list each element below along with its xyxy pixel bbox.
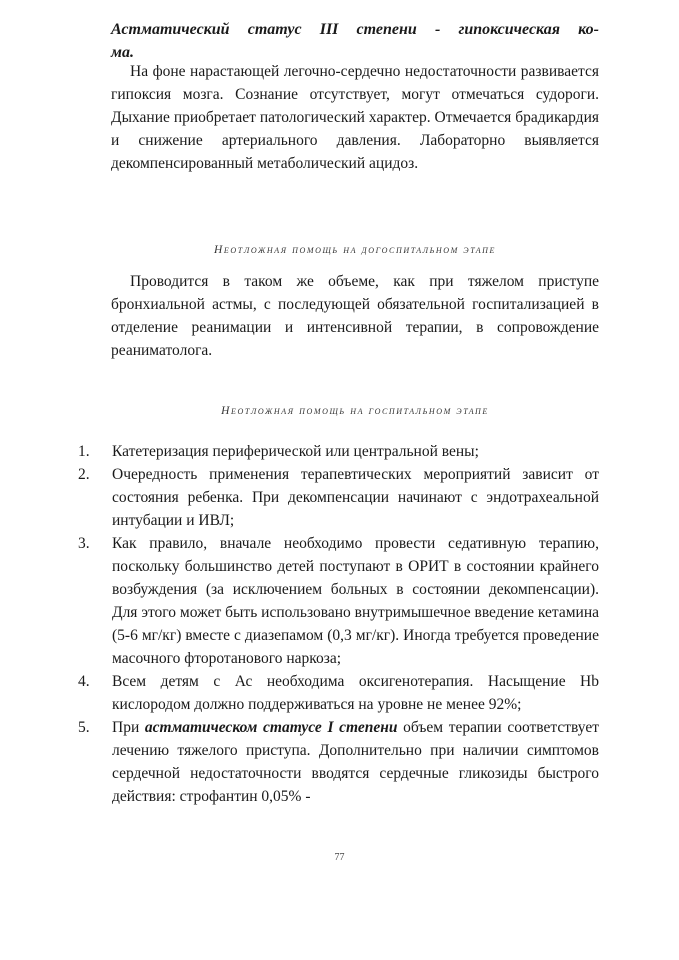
list-item-text: Очередность применения терапевтических мероприятий зависит от состояния ребенка. При декомпенсации начинают с эндотрахеальной интубации и ИВЛ; (112, 466, 599, 529)
section-title-line-2: ма. (111, 44, 134, 61)
intro-paragraph-block (111, 60, 599, 175)
hospital-heading: Неотложная помощь на госпитальном этапе (221, 405, 489, 417)
list-item-number: 5. (78, 719, 90, 736)
list-item (78, 716, 599, 808)
prehospital-paragraph-block (111, 270, 599, 362)
list-item-number: 3. (78, 535, 90, 552)
emphasized-term: астматическом статусе I степени (144, 719, 398, 736)
list-item (78, 532, 599, 670)
list-item-text-end: объем терапии соответствует лечению тяжелого приступа. Дополнительно при наличии симптомов сердечной недостаточности вводятся сердечные гликозиды быстрого действия: строфантин 0,05% - (112, 719, 599, 805)
list-item-number: 1. (78, 443, 90, 460)
hospital-steps-list (78, 440, 599, 808)
list-item (78, 463, 599, 532)
prehospital-paragraph: Проводится в таком же объеме, как при тяжелом приступе бронхиальной астмы, с последующей обязательной госпитализацией в отделение реанимации и интенсивной терапии, в сопровождение реаниматолога. (111, 273, 599, 359)
list-item-text-start: При (112, 719, 145, 736)
list-item-number: 4. (78, 673, 90, 690)
prehospital-heading: Неотложная помощь на догоспитальном этапе (214, 244, 496, 256)
list-item (78, 670, 599, 716)
section-title (111, 18, 599, 64)
list-item-text: Как правило, вначале необходимо провести седативную терапию, поскольку большинство детей поступают в ОРИТ в состоянии крайнего возбуждения (за исключением больных в состоянии декомпенсации). Для этого может быть использовано внутримышечное введение кетамина (5-6 мг/кг) вместе с диазепамом (0,3 мг/кг). Иногда требуется проведение масочного фторотанового наркоза; (112, 535, 599, 667)
list-item-number: 2. (78, 466, 90, 483)
list-item-text-compound (112, 716, 599, 808)
list-item (78, 440, 599, 463)
list-item-text: Всем детям с Ас необходима оксигенотерапия. Насыщение Нb кислородом должно поддерживаться на уровне не менее 92%; (112, 673, 599, 713)
section-title-line-1: Астматический статус III степени - гипоксическая ко- (111, 21, 599, 38)
intro-paragraph: На фоне нарастающей легочно-сердечно недостаточности развивается гипоксия мозга. Сознание отсутствует, могут отмечаться судороги. Дыхание приобретает патологический характер. Отмечается брадикардия и снижение артериального давления. Лабораторно выявляется декомпенсированный метаболический ацидоз. (111, 63, 599, 172)
list-item-text: Катетеризация периферической или центральной вены; (112, 443, 479, 460)
page-number: 77 (334, 852, 345, 863)
